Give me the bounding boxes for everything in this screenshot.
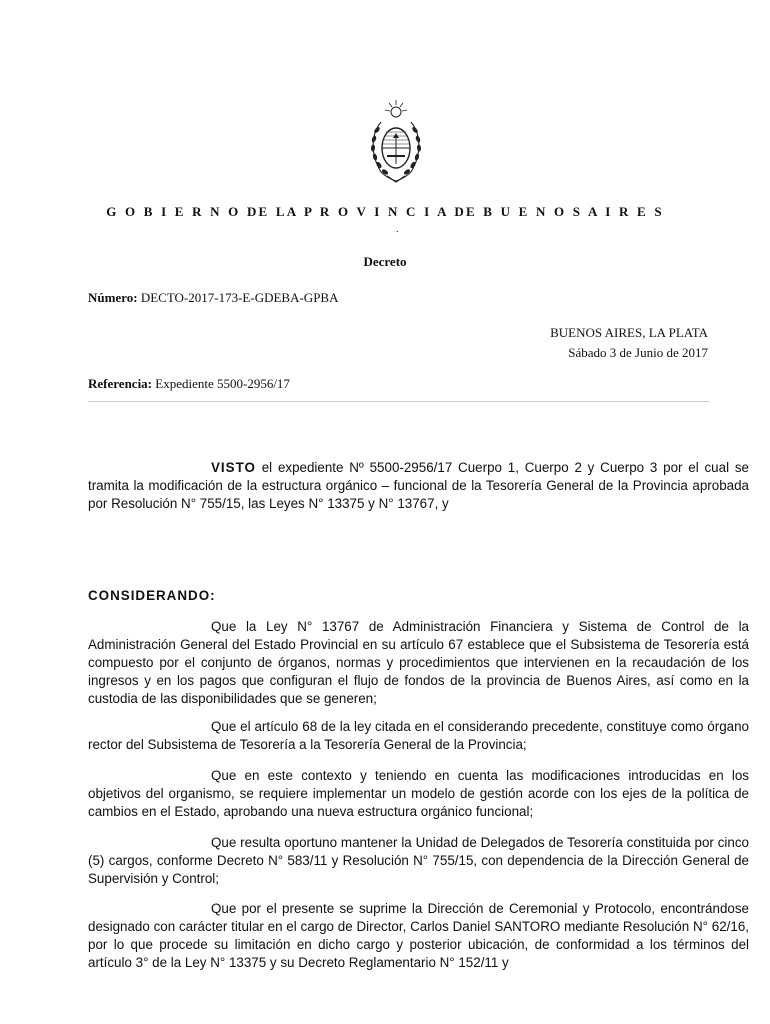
- document-type: Decreto: [363, 254, 407, 269]
- considerando-paragraph: Que la Ley N° 13767 de Administración Financiera y Sistema de Control de la Administración General del Estado Provincial en su artículo 67 establece que el Subsistema de Tesorería está compuesto por el conjunto de órganos, normas y procedimientos que intervienen en la recaudación de los ingresos y en los pagos que configuran el flujo de fondos de la provincia de Buenos Aires, así como en la custodia de las disponibilidades que se generen;: [88, 619, 749, 706]
- considerando-paragraph: Que por el presente se suprime la Dirección de Ceremonial y Protocolo, encontrándose designado con carácter titular en el cargo de Director, Carlos Daniel SANTORO mediante Resolución N° 62/16, por lo que procede su limitación en dicho cargo y posterior ubicación, de conformidad a los términos del artículo 3° de la Ley N° 13375 y su Decreto Reglamentario N° 152/11 y: [88, 901, 749, 970]
- numero-value: DECTO-2017-173-E-GDEBA-GPBA: [140, 290, 339, 305]
- referencia-value: Expediente 5500-2956/17: [155, 376, 290, 391]
- separator-dot: .: [396, 224, 399, 235]
- considerando-paragraph: Que el artículo 68 de la ley citada en el considerando precedente, constituye como órgano rector del Subsistema de Tesorería a la Tesorería General de la Provincia;: [88, 719, 749, 752]
- referencia-label: Referencia:: [88, 376, 153, 391]
- date: Sábado 3 de Junio de 2017: [568, 345, 708, 360]
- numero-label: Número:: [88, 290, 138, 305]
- numero-row: [88, 290, 338, 306]
- header-divider: [88, 401, 709, 402]
- visto-paragraph: [88, 459, 749, 513]
- visto-keyword: VISTO: [211, 460, 256, 475]
- considerando-heading: CONSIDERANDO:: [88, 588, 216, 603]
- visto-text: el expediente Nº 5500-2956/17 Cuerpo 1, Cuerpo 2 y Cuerpo 3 por el cual se tramita la modificación de la estructura orgánico – funcional de la Tesorería General de la Provincia aprobada por Resolución N° 755/15, las Leyes N° 13375 y N° 13767, y: [88, 460, 749, 511]
- considerando-paragraph: Que resulta oportuno mantener la Unidad de Delegados de Tesorería constituida por cinco (5) cargos, conforme Decreto N° 583/11 y Resolución N° 755/15, con dependencia de la Dirección General de Supervisión y Control;: [88, 835, 749, 886]
- provincial-coat-of-arms-seal: [367, 98, 425, 184]
- considerando-paragraph: Que en este contexto y teniendo en cuenta las modificaciones introducidas en los objetivos del organismo, se requiere implementar un modelo de gestión acorde con los ejes de la política de cambios en el Estado, aprobando una nueva estructura orgánico funcional;: [88, 768, 749, 819]
- place: BUENOS AIRES, LA PLATA: [550, 325, 708, 340]
- referencia-row: [88, 376, 290, 392]
- government-title: G O B I E R N O DE LA P R O V I N C I A DE B U E N O S A I R E S: [106, 204, 664, 219]
